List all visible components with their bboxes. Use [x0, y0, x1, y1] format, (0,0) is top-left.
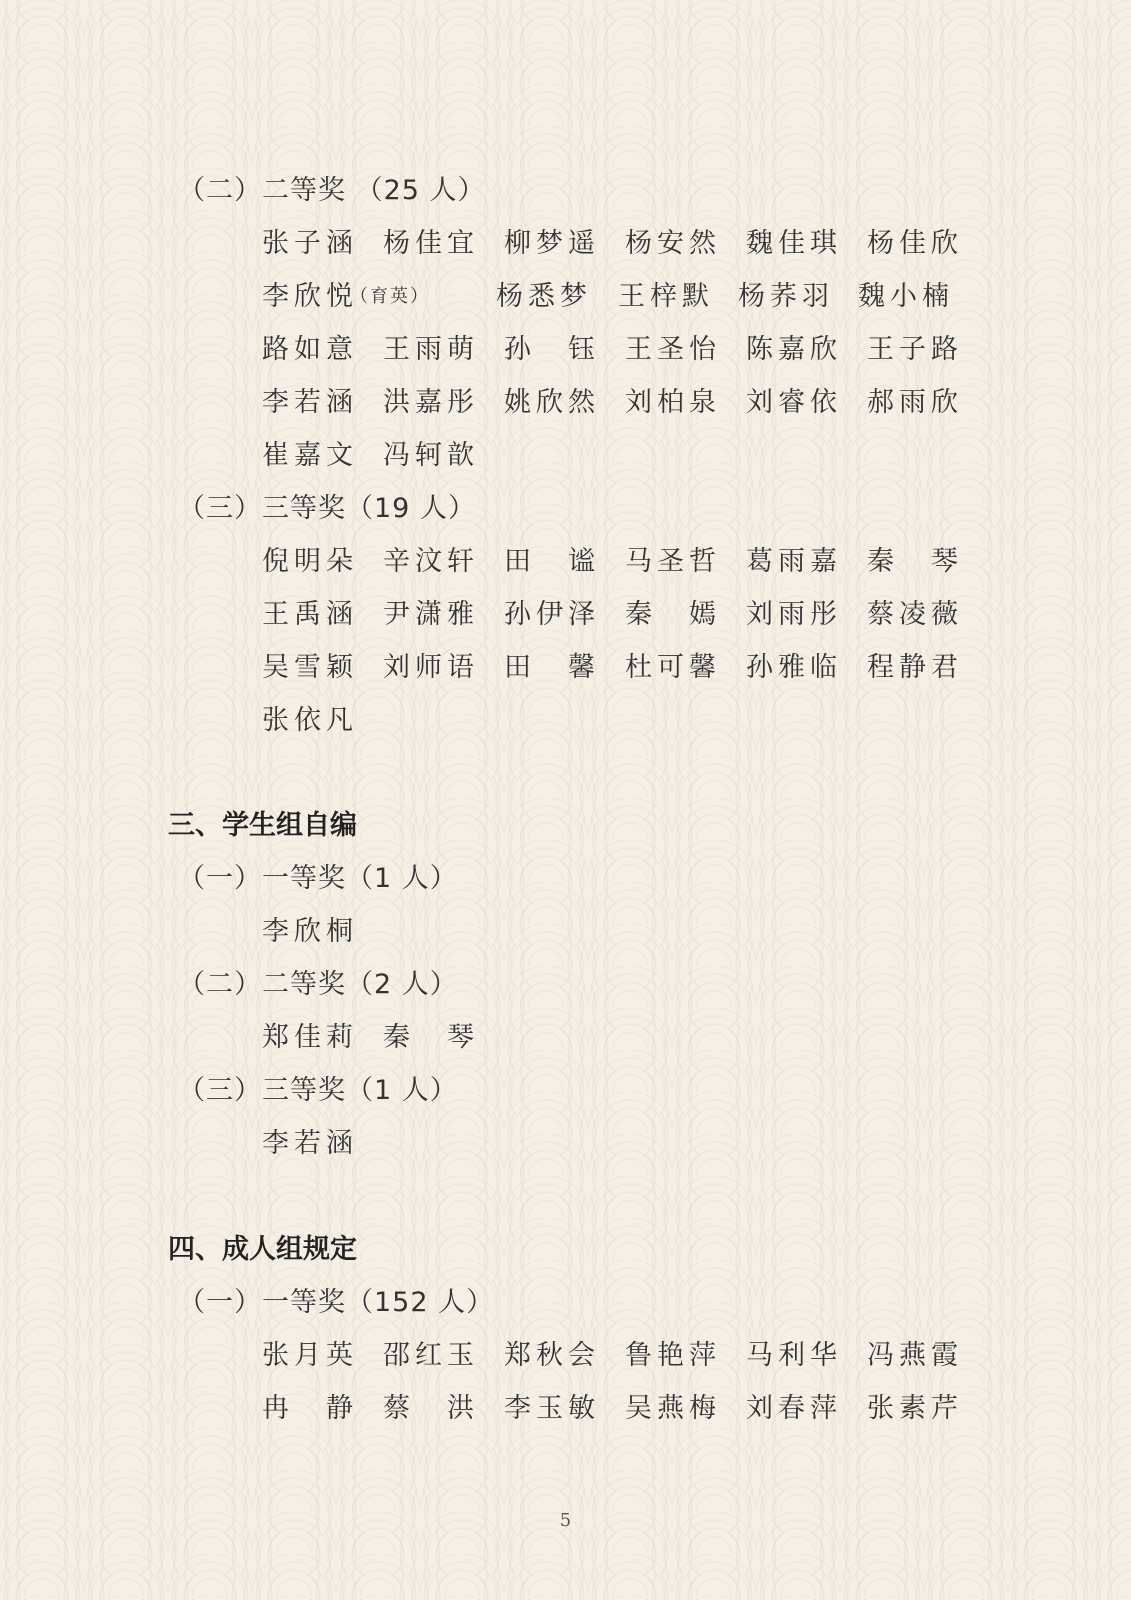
winner-name: 程静君 — [867, 652, 963, 683]
winner-name: 王梓默 — [618, 281, 714, 312]
winner-name: 孙伊泽 — [504, 599, 600, 630]
winner-name: 秦 琴 — [867, 546, 963, 577]
winner-name: 陈嘉欣 — [746, 334, 842, 365]
winner-name: 杨悉梦 — [496, 281, 592, 312]
winner-name: 刘睿依 — [746, 387, 842, 418]
award-level-heading: （三）三等奖（19 人） — [178, 493, 476, 524]
winner-name: 李若涵 — [262, 387, 358, 418]
winner-name: 冯轲歆 — [383, 440, 479, 471]
winner-name: 田 馨 — [504, 652, 600, 683]
winner-name: 葛雨嘉 — [746, 546, 842, 577]
winner-name: 孙雅临 — [746, 652, 842, 683]
winner-name: 魏佳琪 — [746, 228, 842, 259]
winner-name: 秦 嫣 — [625, 599, 721, 630]
winner-name: 路如意 — [262, 334, 358, 365]
winner-name: 张月英 — [262, 1340, 358, 1371]
page-number: 5 — [559, 1510, 572, 1531]
winner-name: 郑秋会 — [504, 1340, 600, 1371]
winner-name: 杜可馨 — [625, 652, 721, 683]
winner-name: 吴雪颖 — [262, 652, 358, 683]
winner-name: 李若涵 — [262, 1128, 358, 1159]
award-level-heading: （二）二等奖（2 人） — [178, 969, 458, 1000]
section-heading: 四、成人组规定 — [168, 1234, 357, 1265]
winner-name: 马圣哲 — [625, 546, 721, 577]
winner-name: 秦 琴 — [383, 1022, 479, 1053]
award-level-heading: （三）三等奖（1 人） — [178, 1075, 458, 1106]
winner-name: 刘师语 — [383, 652, 479, 683]
winner-name: 崔嘉文 — [262, 440, 358, 471]
winner-name: 尹潇雅 — [383, 599, 479, 630]
winner-name: 李玉敏 — [504, 1393, 600, 1424]
winner-name: 姚欣然 — [504, 387, 600, 418]
winner-name: 辛汶轩 — [383, 546, 479, 577]
winner-name: 王子路 — [867, 334, 963, 365]
winner-name: 李欣悦 — [262, 281, 358, 312]
winner-name: 孙 钰 — [504, 334, 600, 365]
winner-name: 鲁艳萍 — [625, 1340, 721, 1371]
winner-name: 杨荞羽 — [738, 281, 834, 312]
winner-name: 冉 静 — [262, 1393, 358, 1424]
winner-name: 邵红玉 — [383, 1340, 479, 1371]
winner-name: 杨佳欣 — [867, 228, 963, 259]
award-level-heading: （一）一等奖（152 人） — [178, 1287, 495, 1318]
winner-name: 张素芹 — [867, 1393, 963, 1424]
winner-name: 蔡凌薇 — [867, 599, 963, 630]
winner-name: 张子涵 — [262, 228, 358, 259]
award-level-heading: （一）一等奖（1 人） — [178, 863, 458, 894]
winner-name: 刘春萍 — [746, 1393, 842, 1424]
winner-name: 洪嘉彤 — [383, 387, 479, 418]
winner-name: 王圣怡 — [625, 334, 721, 365]
winner-name: 张依凡 — [262, 705, 358, 736]
winner-name: 杨安然 — [625, 228, 721, 259]
award-level-heading: （二）二等奖 （25 人） — [178, 175, 486, 206]
winner-name: 杨佳宜 — [383, 228, 479, 259]
school-note: （育英） — [350, 286, 430, 307]
winner-name: 郑佳莉 — [262, 1022, 358, 1053]
winner-name: 马利华 — [746, 1340, 842, 1371]
winner-name: 魏小楠 — [858, 281, 954, 312]
section-heading: 三、学生组自编 — [168, 810, 357, 841]
winner-name: 蔡 洪 — [383, 1393, 479, 1424]
winner-name: 倪明朵 — [262, 546, 358, 577]
winner-name: 刘柏泉 — [625, 387, 721, 418]
winner-name: 王雨萌 — [383, 334, 479, 365]
winner-name: 田 谧 — [504, 546, 600, 577]
winner-name: 郝雨欣 — [867, 387, 963, 418]
winner-name: 柳梦遥 — [504, 228, 600, 259]
winner-name: 李欣桐 — [262, 916, 358, 947]
winner-name: 刘雨彤 — [746, 599, 842, 630]
winner-name: 吴燕梅 — [625, 1393, 721, 1424]
winner-name: 冯燕霞 — [867, 1340, 963, 1371]
winner-name: 王禹涵 — [262, 599, 358, 630]
